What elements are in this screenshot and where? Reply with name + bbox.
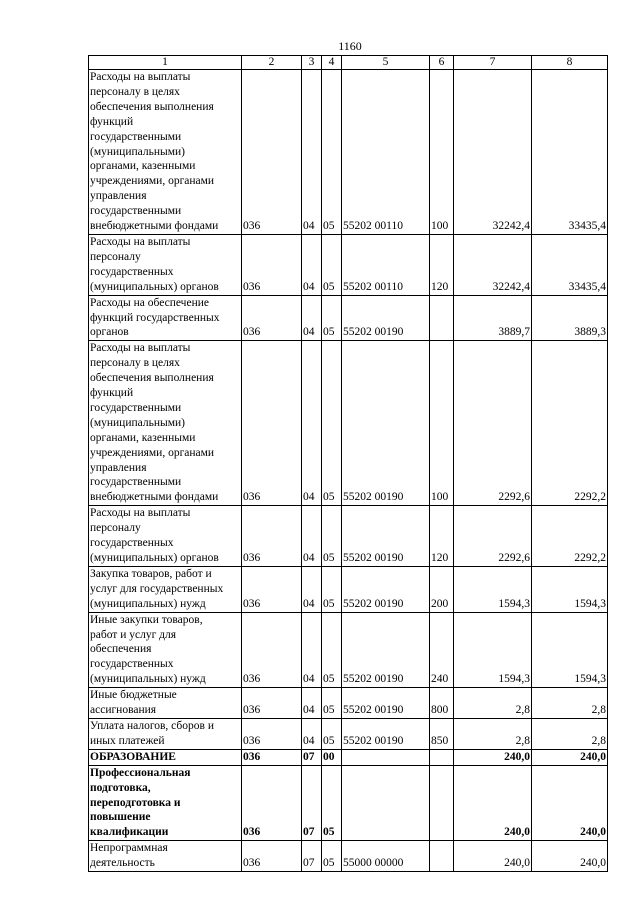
amount-year-1: 1594,3	[454, 612, 532, 688]
amount-year-1: 3889,7	[454, 295, 532, 341]
section-code: 04	[302, 295, 322, 341]
target-article-code: 55202 00190	[342, 506, 430, 567]
table-row	[89, 612, 608, 688]
table-row	[89, 341, 608, 506]
ministry-code: 036	[242, 718, 302, 749]
target-article-code: 55202 00110	[342, 70, 430, 235]
column-header: 4	[322, 56, 342, 70]
row-description: Расходы на обеспечение функций государственных органов	[89, 295, 242, 341]
subsection-code: 05	[322, 765, 342, 841]
target-article-code	[342, 765, 430, 841]
amount-year-2: 240,0	[532, 841, 608, 872]
ministry-code: 036	[242, 612, 302, 688]
row-description: Расходы на выплаты персоналу государственных (муниципальных) органов	[89, 234, 242, 295]
section-code: 04	[302, 688, 322, 719]
section-code: 07	[302, 765, 322, 841]
amount-year-1: 32242,4	[454, 234, 532, 295]
page-number: 1160	[338, 39, 362, 53]
subsection-code: 05	[322, 566, 342, 612]
row-description: Иные бюджетные ассигнования	[89, 688, 242, 719]
ministry-code: 036	[242, 688, 302, 719]
column-header: 8	[532, 56, 608, 70]
amount-year-2: 33435,4	[532, 70, 608, 235]
amount-year-1: 32242,4	[454, 70, 532, 235]
table-row	[89, 718, 608, 749]
amount-year-2: 1594,3	[532, 612, 608, 688]
section-code: 04	[302, 341, 322, 506]
subsection-code: 05	[322, 506, 342, 567]
table-row	[89, 765, 608, 841]
amount-year-1: 2292,6	[454, 506, 532, 567]
table-row	[89, 70, 608, 235]
section-code: 04	[302, 566, 322, 612]
amount-year-2: 1594,3	[532, 566, 608, 612]
table-row	[89, 506, 608, 567]
expense-type-code	[430, 749, 454, 765]
target-article-code: 55000 00000	[342, 841, 430, 872]
target-article-code: 55202 00190	[342, 688, 430, 719]
section-code: 04	[302, 70, 322, 235]
amount-year-1: 240,0	[454, 749, 532, 765]
section-code: 07	[302, 841, 322, 872]
row-description: Закупка товаров, работ и услуг для государственных (муниципальных) нужд	[89, 566, 242, 612]
amount-year-2: 2292,2	[532, 341, 608, 506]
amount-year-2: 240,0	[532, 765, 608, 841]
budget-table	[88, 55, 608, 872]
subsection-code: 05	[322, 341, 342, 506]
table-row	[89, 566, 608, 612]
amount-year-2: 2,8	[532, 718, 608, 749]
amount-year-1: 1594,3	[454, 566, 532, 612]
subsection-code: 05	[322, 841, 342, 872]
target-article-code	[342, 749, 430, 765]
amount-year-1: 2292,6	[454, 341, 532, 506]
row-description: Иные закупки товаров, работ и услуг для обеспечения государственных (муниципальных) нужд	[89, 612, 242, 688]
subsection-code: 05	[322, 295, 342, 341]
column-header: 2	[242, 56, 302, 70]
column-header: 6	[430, 56, 454, 70]
expense-type-code	[430, 841, 454, 872]
subsection-code: 05	[322, 234, 342, 295]
target-article-code: 55202 00110	[342, 234, 430, 295]
table-row	[89, 295, 608, 341]
expense-type-code: 120	[430, 506, 454, 567]
table-row	[89, 841, 608, 872]
amount-year-1: 240,0	[454, 841, 532, 872]
header-row	[89, 56, 608, 70]
ministry-code: 036	[242, 765, 302, 841]
ministry-code: 036	[242, 566, 302, 612]
row-description: Расходы на выплаты персоналу в целях обеспечения выполнения функций государственными (муниципальными) органами, казенными учреждениями, органами управления государственными внебюджетными фондами	[89, 70, 242, 235]
subsection-code: 05	[322, 688, 342, 719]
ministry-code: 036	[242, 70, 302, 235]
table-row	[89, 749, 608, 765]
amount-year-1: 240,0	[454, 765, 532, 841]
target-article-code: 55202 00190	[342, 295, 430, 341]
amount-year-2: 2292,2	[532, 506, 608, 567]
section-code: 04	[302, 718, 322, 749]
subsection-code: 05	[322, 718, 342, 749]
expense-type-code	[430, 765, 454, 841]
target-article-code: 55202 00190	[342, 718, 430, 749]
ministry-code: 036	[242, 234, 302, 295]
row-description: ОБРАЗОВАНИЕ	[89, 749, 242, 765]
ministry-code: 036	[242, 841, 302, 872]
row-description: Непрограммная деятельность	[89, 841, 242, 872]
ministry-code: 036	[242, 295, 302, 341]
target-article-code: 55202 00190	[342, 566, 430, 612]
row-description: Расходы на выплаты персоналу в целях обеспечения выполнения функций государственными (муниципальными) органами, казенными учреждениями, органами управления государственными внебюджетными фондами	[89, 341, 242, 506]
column-header: 5	[342, 56, 430, 70]
table-row	[89, 688, 608, 719]
expense-type-code: 120	[430, 234, 454, 295]
row-description: Расходы на выплаты персоналу государственных (муниципальных) органов	[89, 506, 242, 567]
subsection-code: 00	[322, 749, 342, 765]
target-article-code: 55202 00190	[342, 612, 430, 688]
expense-type-code	[430, 295, 454, 341]
section-code: 04	[302, 234, 322, 295]
amount-year-2: 240,0	[532, 749, 608, 765]
expense-type-code: 800	[430, 688, 454, 719]
section-code: 04	[302, 612, 322, 688]
amount-year-1: 2,8	[454, 688, 532, 719]
ministry-code: 036	[242, 506, 302, 567]
subsection-code: 05	[322, 70, 342, 235]
table-body	[89, 70, 608, 872]
amount-year-2: 3889,3	[532, 295, 608, 341]
expense-type-code: 240	[430, 612, 454, 688]
target-article-code: 55202 00190	[342, 341, 430, 506]
expense-type-code: 100	[430, 341, 454, 506]
ministry-code: 036	[242, 341, 302, 506]
amount-year-2: 2,8	[532, 688, 608, 719]
column-header: 1	[89, 56, 242, 70]
expense-type-code: 850	[430, 718, 454, 749]
expense-type-code: 200	[430, 566, 454, 612]
row-description: Уплата налогов, сборов и иных платежей	[89, 718, 242, 749]
ministry-code: 036	[242, 749, 302, 765]
expense-type-code: 100	[430, 70, 454, 235]
row-description: Профессиональная подготовка, переподготовка и повышение квалификации	[89, 765, 242, 841]
section-code: 04	[302, 506, 322, 567]
section-code: 07	[302, 749, 322, 765]
table-row	[89, 234, 608, 295]
column-header: 3	[302, 56, 322, 70]
amount-year-1: 2,8	[454, 718, 532, 749]
amount-year-2: 33435,4	[532, 234, 608, 295]
subsection-code: 05	[322, 612, 342, 688]
column-header: 7	[454, 56, 532, 70]
